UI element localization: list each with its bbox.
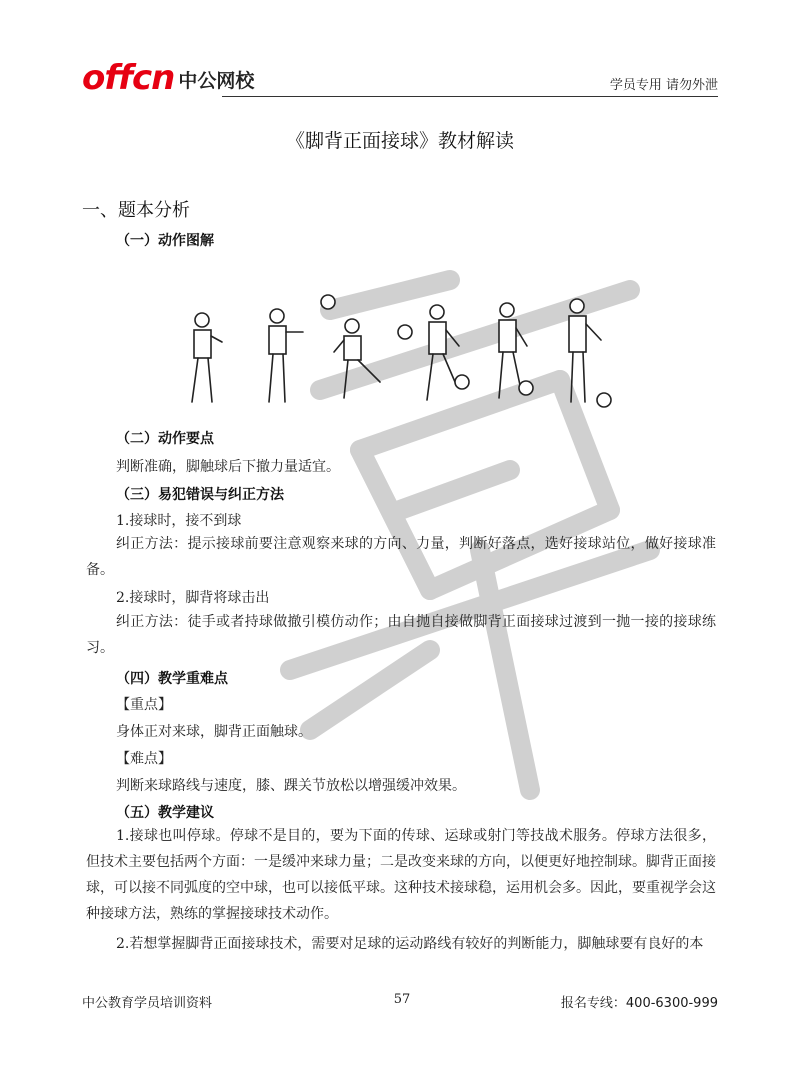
ball-4 <box>519 381 533 395</box>
subheading-errors: （三）易犯错误与纠正方法 <box>116 487 284 503</box>
page-footer <box>82 992 718 1014</box>
figure-4 <box>427 305 459 400</box>
logo-text: offcn <box>82 58 175 98</box>
ball-5 <box>597 393 611 407</box>
section-title: 一、题本分析 <box>82 200 190 221</box>
action-diagram <box>170 290 630 420</box>
error-1: 1.接球时，接不到球 <box>116 513 242 529</box>
page-header <box>82 58 718 102</box>
key-text: 身体正对来球，脚背正面触球。 <box>116 724 312 740</box>
subheading-key-points: （二）动作要点 <box>116 431 214 447</box>
header-rule <box>222 96 718 97</box>
key-label: 【重点】 <box>116 697 172 713</box>
ball-3 <box>455 375 469 389</box>
error-2: 2.接球时，脚背将球击出 <box>116 590 270 606</box>
figure-3 <box>334 319 380 398</box>
offcn-logo <box>82 58 254 98</box>
difficulty-text: 判断来球路线与速度，膝、踝关节放松以增强缓冲效果。 <box>116 778 466 794</box>
key-points-text: 判断准确，脚触球后下撤力量适宜。 <box>116 459 340 475</box>
page-title: 《脚背正面接球》教材解读 <box>285 130 514 152</box>
figure-1 <box>192 313 222 402</box>
subheading-diagram: （一）动作图解 <box>116 233 214 249</box>
fix-2: 纠正方法：徒手或者持球做撤引模仿动作；由自抛自接做脚背正面接球过渡到一抛一接的接球练习。 <box>86 614 716 656</box>
footer-hotline: 报名专线：400-6300-999 <box>560 996 718 1011</box>
subheading-advice: （五）教学建议 <box>116 805 214 821</box>
ball-2 <box>398 325 412 339</box>
figure-6 <box>569 299 601 402</box>
fix-1: 纠正方法：提示接球前要注意观察来球的方向、力量，判断好落点，选好接球站位，做好接球准备。 <box>86 536 716 578</box>
header-notice: 学员专用 请勿外泄 <box>609 78 718 93</box>
difficulty-label: 【难点】 <box>116 751 172 767</box>
ball-1 <box>321 295 335 309</box>
advice-1: 1.接球也叫停球。停球不是目的，要为下面的传球、运球或射门等技战术服务。停球方法很多，但技术主要包括两个方面：一是缓冲来球力量；二是改变来球的方向，以便更好地控制球。脚背正面接球，可以接不同弧度的空中球，也可以接低平球。这种技术接球稳，运用机会多。因此，要重视学会这种接球方法，熟练的掌握接球技术动作。 <box>86 828 716 922</box>
figure-2 <box>269 309 303 402</box>
page-number: 57 <box>393 992 411 1007</box>
footer-left: 中公教育学员培训资料 <box>82 996 213 1011</box>
logo-cn-text: 中公网校 <box>178 70 255 92</box>
subheading-focus: （四）教学重难点 <box>116 671 228 687</box>
advice-2: 2.若想掌握脚背正面接球技术，需要对足球的运动路线有较好的判断能力，脚触球要有良好的本 <box>116 936 704 952</box>
